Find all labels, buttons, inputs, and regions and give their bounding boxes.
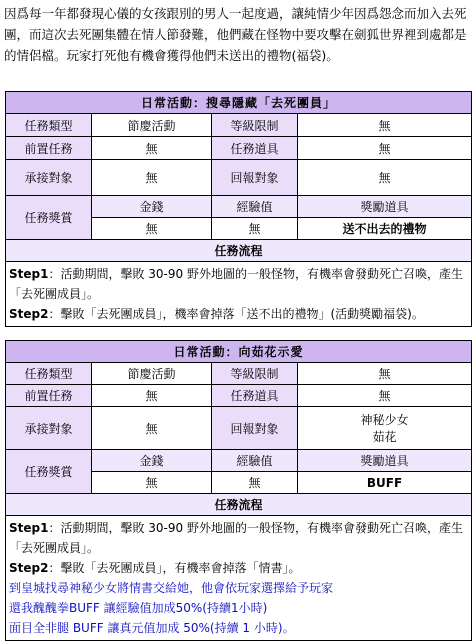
label-quest-item: 任務道具 bbox=[212, 385, 298, 407]
value-report bbox=[298, 407, 472, 450]
label-report: 回報對象 bbox=[212, 160, 298, 196]
value-level-limit: 無 bbox=[298, 114, 472, 137]
value-report: 無 bbox=[298, 160, 472, 196]
label-money: 金錢 bbox=[92, 450, 212, 472]
label-money: 金錢 bbox=[92, 196, 212, 218]
step-2-text: ：擊敗「去死團成員」，機率會掉落「送不出的禮物」(活動獎勵福袋)。 bbox=[48, 307, 424, 321]
value-money: 無 bbox=[92, 472, 212, 494]
label-bonus-item: 獎勵道具 bbox=[298, 450, 472, 472]
value-exp: 無 bbox=[212, 218, 298, 240]
value-exp: 無 bbox=[212, 472, 298, 494]
note-line-2: 還我醜醜拳BUFF 讓經驗值加成50%(持續1小時) bbox=[9, 601, 268, 615]
quest-table-1 bbox=[5, 91, 472, 327]
label-reward: 任務獎賞 bbox=[6, 450, 92, 494]
intro-paragraph: 因爲每一年都發現心儀的女孩跟別的男人一起度過，讓純情少年因爲怨念而加入去死團，而這次去死團集體在情人節發難，他們藏在怪物中要攻擊在劍狐世界裡到處都是的情侶檔。玩家打死他有機會獲得他們未送出的禮物(福袋)。 bbox=[4, 6, 467, 63]
value-level-limit: 無 bbox=[298, 363, 472, 385]
label-quest-type: 任務類型 bbox=[6, 114, 92, 137]
value-money: 無 bbox=[92, 218, 212, 240]
step-1-text: ：活動期間，擊敗 30-90 野外地圖的一般怪物，有機率會發動死亡召喚，產生「去死團成員」。 bbox=[9, 521, 463, 555]
value-quest-item: 無 bbox=[298, 137, 472, 160]
step-1-label: Step1 bbox=[9, 267, 49, 281]
label-prereq: 前置任務 bbox=[6, 385, 92, 407]
label-quest-type: 任務類型 bbox=[6, 363, 92, 385]
label-quest-item: 任務道具 bbox=[212, 137, 298, 160]
value-quest-type: 節慶活動 bbox=[92, 363, 212, 385]
step-1-label: Step1 bbox=[9, 521, 49, 535]
label-level-limit: 等級限制 bbox=[212, 363, 298, 385]
label-exp: 經驗值 bbox=[212, 450, 298, 472]
table-title: 日常活動：搜尋隱藏「去死團員」 bbox=[6, 92, 472, 114]
label-accept: 承接對象 bbox=[6, 407, 92, 450]
label-flow: 任務流程 bbox=[6, 240, 472, 262]
label-bonus-item: 獎勵道具 bbox=[298, 196, 472, 218]
report-line-1: 神秘少女 bbox=[360, 413, 409, 427]
value-bonus-item: 送不出去的禮物 bbox=[298, 218, 472, 240]
value-prereq: 無 bbox=[92, 385, 212, 407]
label-reward: 任務獎賞 bbox=[6, 196, 92, 240]
step-2 bbox=[9, 558, 468, 578]
step-1 bbox=[9, 518, 468, 558]
label-flow: 任務流程 bbox=[6, 494, 472, 516]
step-1-text: ：活動期間，擊敗 30-90 野外地圖的一般怪物，有機率會發動死亡召喚，產生「去死團成員」。 bbox=[9, 267, 463, 301]
note-line-1: 到皇城找尋神秘少女將情書交給她，他會依玩家選擇給予玩家 bbox=[9, 581, 334, 595]
label-accept: 承接對象 bbox=[6, 160, 92, 196]
step-1 bbox=[9, 264, 468, 304]
value-accept: 無 bbox=[92, 407, 212, 450]
step-2-label: Step2 bbox=[9, 561, 49, 575]
step-2 bbox=[9, 304, 468, 324]
table-title: 日常活動：向茹花示愛 bbox=[6, 341, 472, 363]
value-quest-item: 無 bbox=[298, 385, 472, 407]
label-level-limit: 等級限制 bbox=[212, 114, 298, 137]
step-2-text: ：擊敗「去死團成員」，有機率會掉落「情書」。 bbox=[48, 561, 301, 575]
quest-table-2 bbox=[5, 340, 472, 641]
value-accept: 無 bbox=[92, 160, 212, 196]
value-quest-type: 節慶活動 bbox=[92, 114, 212, 137]
label-exp: 經驗值 bbox=[212, 196, 298, 218]
note-line-3: 面目全非腿 BUFF 讓真元值加成 50%(持續 1 小時)。 bbox=[9, 621, 295, 635]
flow-steps bbox=[6, 262, 472, 327]
step-2-label: Step2 bbox=[9, 307, 49, 321]
flow-steps bbox=[6, 516, 472, 641]
label-prereq: 前置任務 bbox=[6, 137, 92, 160]
value-prereq: 無 bbox=[92, 137, 212, 160]
label-report: 回報對象 bbox=[212, 407, 298, 450]
value-bonus-item: BUFF bbox=[298, 472, 472, 494]
report-line-2: 茹花 bbox=[372, 430, 397, 444]
